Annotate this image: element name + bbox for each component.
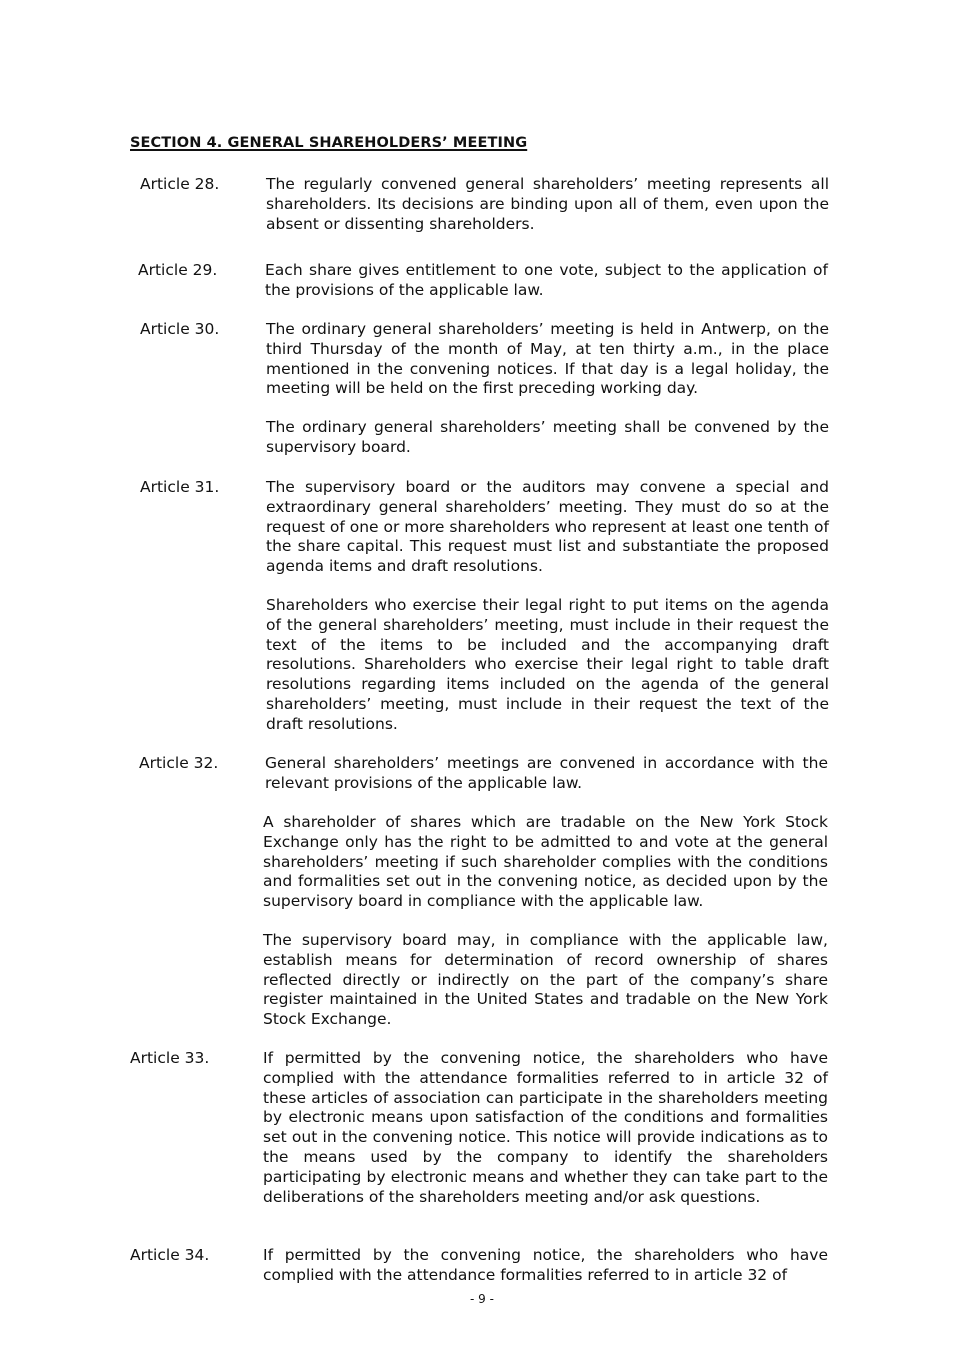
article-32-paragraph-3: The supervisory board may, in compliance with the applicable law, establish means for determination of record ownership of shares reflected directly or indirectly on the part of the company’s share register maintained in the United States and tradable on the New York Stock Exchange.	[263, 931, 828, 1029]
article-29-paragraph: Each share gives entitlement to one vote, subject to the application of the provisions of the applicable law.	[265, 261, 828, 299]
page-number: - 9 -	[470, 1292, 494, 1306]
article-34-paragraph: If permitted by the convening notice, the shareholders who have complied with the attendance formalities referred to in article 32 of	[263, 1246, 828, 1284]
article-29-label: Article 29.	[138, 261, 218, 279]
article-31-paragraph-2: Shareholders who exercise their legal right to put items on the agenda of the general shareholders’ meeting, must include in their request the text of the items to be included and the accompanying draft resolutions. Shareholders who exercise their legal right to table draft resolutions regarding items included on the agenda of the general shareholders’ meeting, must include in their request the text of the draft resolutions.	[266, 596, 829, 733]
article-31-label: Article 31.	[140, 478, 220, 496]
article-32-paragraph-2: A shareholder of shares which are tradable on the New York Stock Exchange only has the right to be admitted to and vote at the general shareholders’ meeting if such shareholder complies with the conditions and formalities set out in the convening notice, as decided upon by the supervisory board in compliance with the applicable law.	[263, 813, 828, 911]
article-33-paragraph: If permitted by the convening notice, the shareholders who have complied with the attendance formalities referred to in article 32 of these articles of association can participate in the shareholders meeting by electronic means upon satisfaction of the conditions and formalities set out in the convening notice. This notice will provide indications as to the means used by the company to identify the shareholders participating by electronic means and whether they can take part to the deliberations of the shareholders meeting and/or ask questions.	[263, 1049, 828, 1206]
article-31-paragraph-1: The supervisory board or the auditors may convene a special and extraordinary general shareholders’ meeting. They must do so at the request of one or more shareholders who represent at least one tenth of the share capital. This request must list and substantiate the proposed agenda items and draft resolutions.	[266, 478, 829, 576]
article-32-paragraph-1: General shareholders’ meetings are convened in accordance with the relevant provisions of the applicable law.	[265, 754, 828, 792]
article-28-label: Article 28.	[140, 175, 220, 193]
article-34-label: Article 34.	[130, 1246, 210, 1264]
article-32-label: Article 32.	[139, 754, 219, 772]
article-28-paragraph: The regularly convened general shareholders’ meeting represents all shareholders. Its decisions are binding upon all of them, even upon the absent or dissenting shareholders.	[266, 175, 829, 233]
article-33-label: Article 33.	[130, 1049, 210, 1067]
article-30-paragraph-2: The ordinary general shareholders’ meeting shall be convened by the supervisory board.	[266, 418, 829, 456]
article-30-paragraph-1: The ordinary general shareholders’ meeting is held in Antwerp, on the third Thursday of the month of May, at ten thirty a.m., in the place mentioned in the convening notices. If that day is a legal holiday, the meeting will be held on the first preceding working day.	[266, 320, 829, 398]
section-heading: SECTION 4. GENERAL SHAREHOLDERS’ MEETING	[130, 135, 528, 151]
article-30-label: Article 30.	[140, 320, 220, 338]
